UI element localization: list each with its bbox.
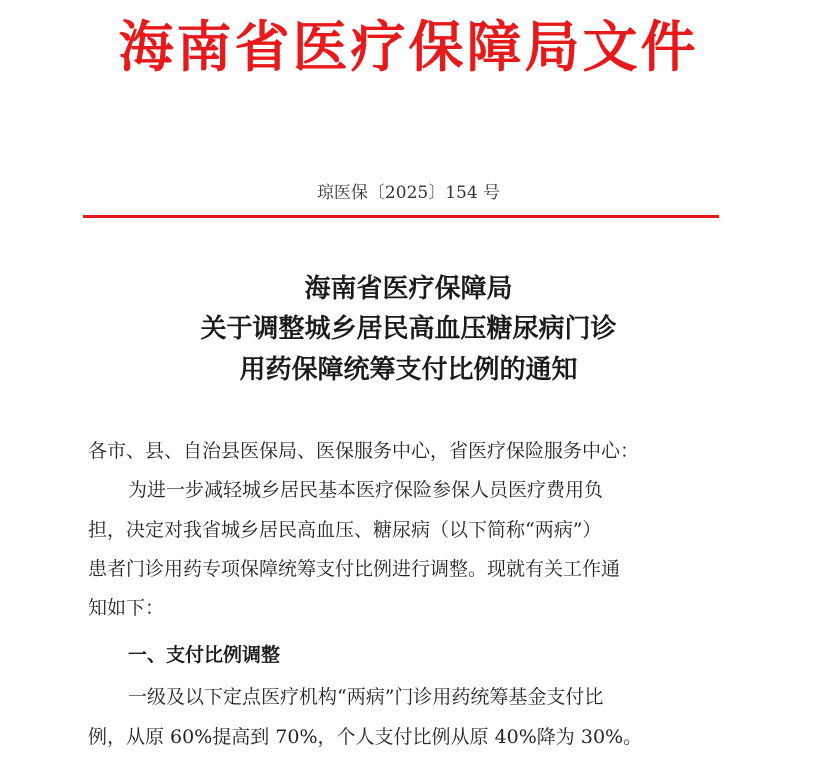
section-1-line-1: 一级及以下定点医疗机构“两病”门诊用药统筹基金支付比 (128, 686, 604, 708)
section-1-line-2: 例，从原 60%提高到 70%，个人支付比例从原 40%降为 30%。 (88, 726, 643, 748)
intro-line-1: 为进一步减轻城乡居民基本医疗保险参保人员医疗费用负 (128, 479, 604, 501)
intro-line-3: 患者门诊用药专项保障统筹支付比例进行调整。现就有关工作通 (88, 558, 621, 580)
document-number: 琼医保〔2025〕154 号 (316, 183, 501, 203)
red-divider-line (83, 215, 719, 218)
notice-title-line-2: 关于调整城乡居民高血压糖尿病门诊 (200, 314, 617, 344)
agency-masthead-title: 海南省医疗保障局文件 (118, 15, 699, 79)
intro-line-4: 知如下： (88, 597, 165, 619)
notice-title-line-3: 用药保障统筹支付比例的通知 (239, 355, 578, 385)
addressee-line: 各市、县、自治县医保局、医保服务中心，省医疗保险服务中心： (88, 440, 640, 462)
notice-title-line-1: 海南省医疗保障局 (304, 274, 513, 304)
intro-line-2: 担，决定对我省城乡居民高血压、糖尿病（以下简称“两病”） (88, 519, 602, 541)
section-1-heading: 一、支付比例调整 (128, 644, 281, 666)
